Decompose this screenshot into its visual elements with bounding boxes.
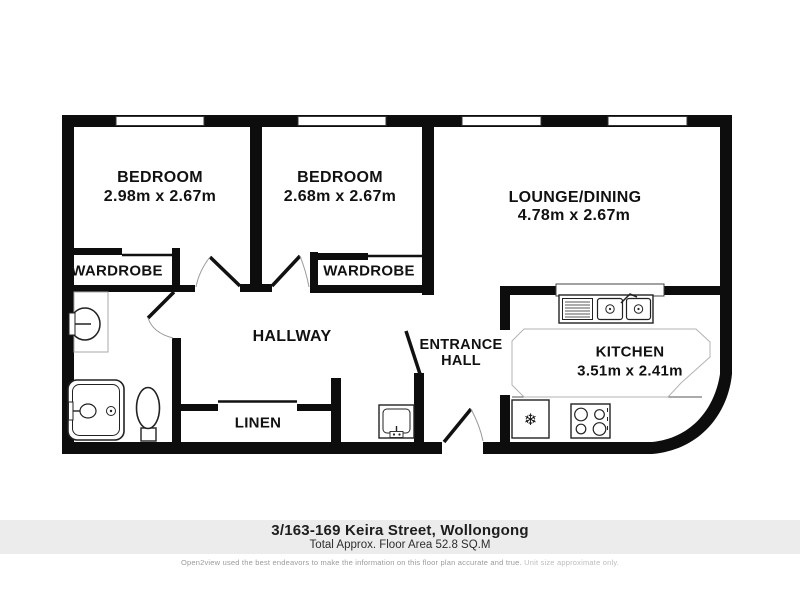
footer-disclaimer	[0, 558, 800, 567]
footer-area-text: Total Approx. Floor Area 52.8 SQ.M	[309, 539, 491, 551]
footer-address: 3/163-169 Keira Street, Wollongong	[271, 522, 529, 539]
wardrobe2-top-wall	[318, 253, 368, 260]
room-label-entrance-hall-line2: HALL	[441, 353, 481, 369]
room-label-kitchen: KITCHEN	[595, 343, 665, 361]
kitchen-divider-right	[663, 286, 720, 295]
window-icon	[298, 117, 386, 126]
wardrobe2-bottom-wall	[310, 285, 434, 293]
room-dims-kitchen: 3.51m x 2.41m	[577, 362, 683, 380]
room-label-lounge-dining: LOUNGE/DINING	[508, 189, 642, 206]
fridge-icon	[512, 400, 549, 438]
footer-disclaimer-note: Unit size approximate only.	[524, 558, 620, 567]
toilet-icon	[137, 388, 160, 429]
fridge-snowflake-icon: ❄	[523, 412, 538, 429]
bathroom-fixtures	[68, 292, 160, 441]
window-icon	[608, 117, 687, 126]
stove-icon	[571, 404, 610, 438]
room-dims-bedroom-2: 2.68m x 2.67m	[283, 188, 397, 205]
window-icon	[462, 117, 541, 126]
entrance-door-icon	[444, 409, 483, 442]
kitchen-left-wall-bottom	[500, 395, 510, 442]
bathtub-tap-icon	[69, 402, 74, 420]
room-label-linen: LINEN	[234, 414, 282, 432]
window-icon	[116, 117, 204, 126]
hall-door-icon	[406, 331, 420, 374]
laundry-tub-icon	[379, 405, 414, 438]
kitchen-divider-left	[500, 286, 558, 295]
footer-disclaimer-main: Open2view used the best endeavors to make the information on this floor plan accurate and true.	[180, 558, 525, 567]
toilet-cistern	[141, 428, 156, 441]
bedroom2-door-icon	[272, 256, 309, 287]
wardrobe1-bottom-wall	[62, 285, 195, 292]
wall-bottom-right	[483, 442, 652, 454]
linen-right-wall	[331, 378, 341, 442]
wall-bed1-bed2	[250, 127, 262, 284]
room-label-bedroom-2: BEDROOM	[297, 169, 383, 186]
bathroom-door-icon	[148, 292, 174, 338]
wall-bed2-lounge	[422, 127, 434, 295]
bedroom1-door-icon	[196, 257, 240, 287]
wardrobe1-top-wall	[74, 248, 122, 255]
room-label-entrance-hall-line1: ENTRANCE	[419, 337, 503, 353]
servery-bench	[556, 284, 664, 296]
room-label-bedroom-1: BEDROOM	[117, 169, 203, 186]
kitchen-sink-icon	[559, 294, 653, 323]
wall-bed1-bed2-foot	[240, 284, 272, 292]
room-label-hallway: HALLWAY	[252, 328, 332, 345]
room-dims-lounge-dining: 4.78m x 2.67m	[517, 207, 631, 224]
wall-bottom-left	[62, 442, 442, 454]
bathroom-right-wall	[172, 338, 181, 442]
basin-tap-icon	[69, 313, 75, 335]
room-label-wardrobe-2: WARDROBE	[323, 262, 415, 280]
linen-top-wall-left	[181, 404, 218, 411]
room-dims-bedroom-1: 2.98m x 2.67m	[103, 188, 217, 205]
wall-right	[720, 115, 732, 374]
room-label-wardrobe-1: WARDROBE	[71, 262, 163, 280]
entrance-wall-stub	[414, 373, 424, 442]
